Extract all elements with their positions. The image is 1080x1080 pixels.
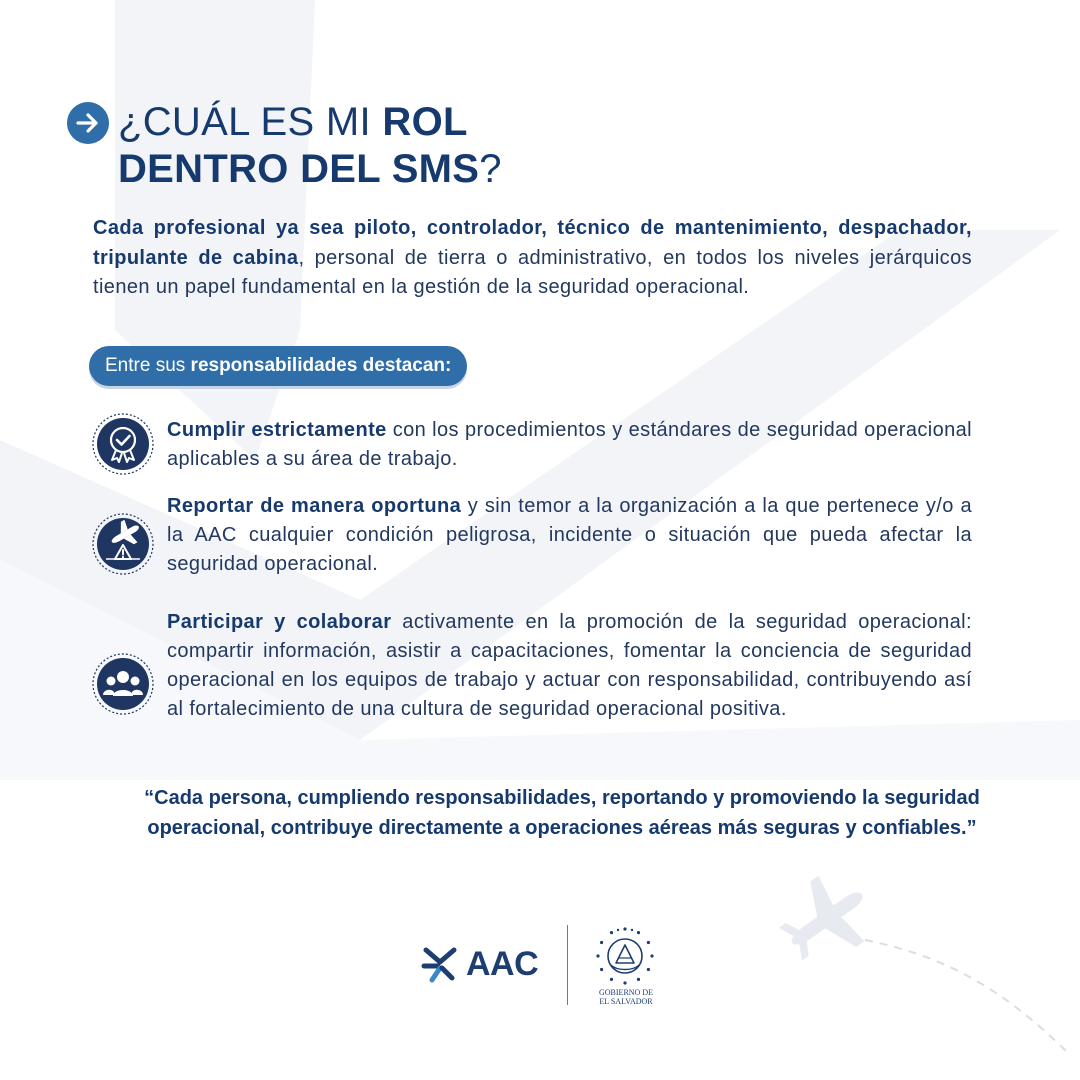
responsibility-item-3: Participar y colaborar activamente en la promoción de la seguridad operacional: compartir información, asistir a capacitaciones, fomentar la conciencia de seguridad operacional en los equipos de trabajo y actuar con responsabilidad, contribuyendo así al fortalecimiento de una cultura de seguridad operacional positiva. bbox=[167, 611, 972, 720]
responsibilities-label: Entre sus responsabilidades destacan: bbox=[89, 346, 467, 386]
page-title: ¿CUÁL ES MI ROL DENTRO DEL SMS? bbox=[118, 100, 502, 191]
aac-logo bbox=[420, 944, 538, 984]
footer-divider bbox=[567, 925, 568, 1005]
aac-logo-text: AAC bbox=[466, 944, 539, 983]
el-salvador-seal-icon bbox=[594, 925, 656, 987]
aac-star-icon bbox=[420, 944, 460, 984]
group-icon bbox=[92, 653, 154, 715]
arrow-right-icon bbox=[67, 102, 109, 144]
gobierno-el-salvador-label: GOBIERNO DE EL SALVADOR bbox=[599, 988, 653, 1006]
closing-quote: “Cada persona, cumpliendo responsabilidades, reportando y promoviendo la seguridad operacional, contribuye directamente a operaciones aéreas más seguras y confiables.” bbox=[144, 787, 980, 839]
responsibility-item-1: Cumplir estrictamente con los procedimientos y estándares de seguridad operacional aplicables a su área de trabajo. bbox=[167, 419, 972, 470]
badge-check-icon bbox=[92, 413, 154, 475]
responsibility-item-2: Reportar de manera oportuna y sin temor a la organización a la que pertenece y/o a la AAC cualquier condición peligrosa, incidente o situación que pueda afectar la seguridad operacional. bbox=[167, 495, 972, 575]
intro-paragraph: Cada profesional ya sea piloto, controlador, técnico de mantenimiento, despachador, tripulante de cabina, personal de tierra o administrativo, en todos los niveles jerárquicos tienen un papel fundamental en la gestión de la seguridad operacional. bbox=[93, 217, 972, 298]
plane-warning-icon bbox=[92, 513, 154, 575]
